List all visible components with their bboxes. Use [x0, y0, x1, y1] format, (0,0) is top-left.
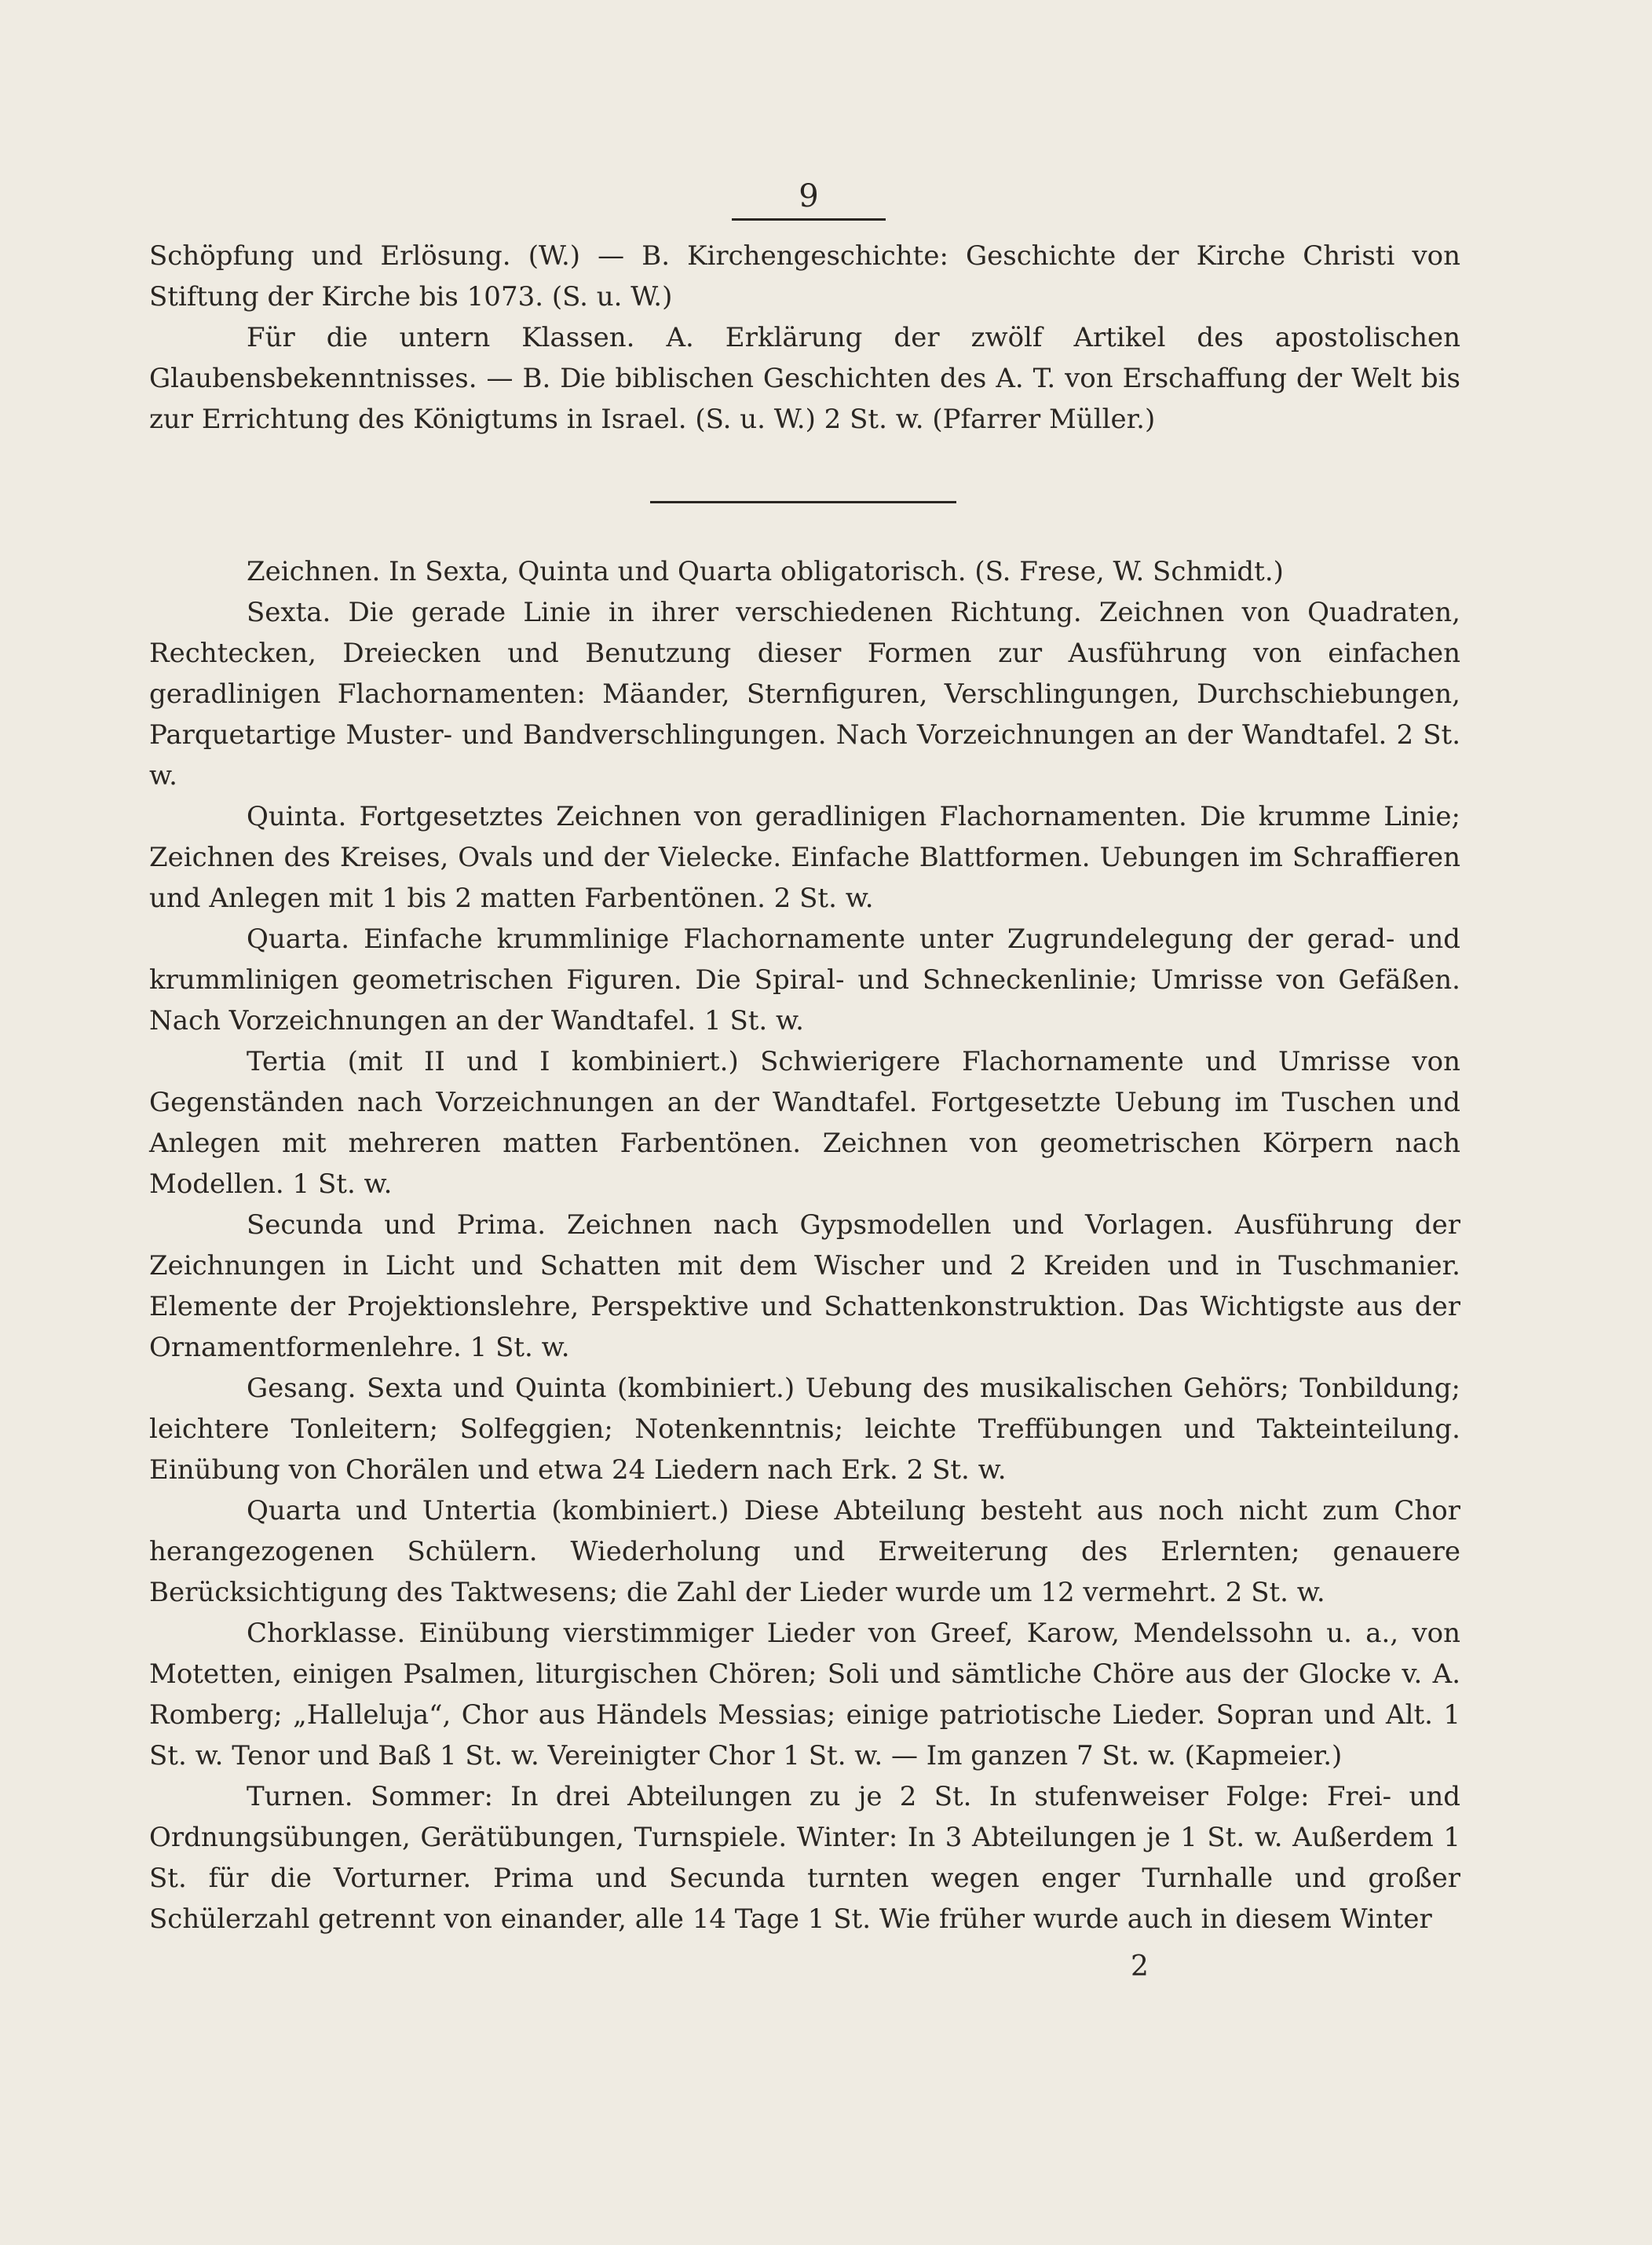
paragraph-religion-lower: Für die untern Klassen. A. Erklärung der zwölf Artikel des apostolischen Glaubensbekenntnisses. — B. Die biblischen Geschichten des A. T. von Erschaffung der Welt bis zur Errichtung des Königtums in Israel. (S. u. W.) 2 St. w. (Pfarrer Müller.): [149, 322, 1460, 435]
paragraph-chorklasse: Chorklasse. Einübung vierstimmiger Lieder von Greef, Karow, Mendelssohn u. a., von Motetten, einigen Psalmen, liturgischen Chören; Soli und sämtliche Chöre aus der Glocke v. A. Romberg; „Halleluja“, Chor aus Händels Messias; einige patriotische Lieder. Sopran und Alt. 1 St. w. Tenor und Baß 1 St. w. Vereinigter Chor 1 St. w. — Im ganzen 7 St. w. (Kapmeier.): [149, 1618, 1460, 1772]
subjects-section: [149, 551, 1460, 1940]
religion-section: [149, 236, 1460, 440]
paragraph-tertia: Tertia (mit II und I kombiniert.) Schwierigere Flachornamente und Umrisse von Gegenständen nach Vorzeichnungen an der Wandtafel. Fortgesetzte Uebung im Tuschen und Anlegen mit mehreren matten Farbentönen. Zeichnen von geometrischen Körpern nach Modellen. 1 St. w.: [149, 1046, 1460, 1200]
footer-signature: 2: [1131, 1951, 1149, 1983]
paragraph-quarta: Quarta. Einfache krummlinige Flachornamente unter Zugrundelegung der gerad- und krummlinigen geometrischen Figuren. Die Spiral- und Schneckenlinie; Umrisse von Gefäßen. Nach Vorzeichnungen an der Wandtafel. 1 St. w.: [149, 923, 1460, 1037]
paragraph-secunda-prima: Secunda und Prima. Zeichnen nach Gypsmodellen und Vorlagen. Ausführung der Zeichnungen in Licht und Schatten mit dem Wischer und 2 Kreiden und in Tuschmanier. Elemente der Projektionslehre, Perspektive und Schattenkonstruktion. Das Wichtigste aus der Ornamentformenlehre. 1 St. w.: [149, 1209, 1460, 1363]
paragraph-gesang: Gesang. Sexta und Quinta (kombiniert.) Uebung des musikalischen Gehörs; Tonbildung; leichtere Tonleitern; Solfeggien; Notenkenntnis; leichte Treffübungen und Takteinteilung. Einübung von Chorälen und etwa 24 Liedern nach Erk. 2 St. w.: [149, 1373, 1460, 1486]
paragraph-quinta: Quinta. Fortgesetztes Zeichnen von geradlinigen Flachornamenten. Die krumme Linie; Zeichnen des Kreises, Ovals und der Vielecke. Einfache Blattformen. Uebungen im Schraffieren und Anlegen mit 1 bis 2 matten Farbentönen. 2 St. w.: [149, 801, 1460, 914]
paragraph-quarta-untertia: Quarta und Untertia (kombiniert.) Diese Abteilung besteht aus noch nicht zum Chor herangezogenen Schülern. Wiederholung und Erweiterung des Erlernten; genauere Berücksichtigung des Taktwesens; die Zahl der Lieder wurde um 12 vermehrt. 2 St. w.: [149, 1495, 1460, 1608]
paragraph-sexta: Sexta. Die gerade Linie in ihrer verschiedenen Richtung. Zeichnen von Quadraten, Rechtecken, Dreiecken und Benutzung dieser Formen zur Ausführung von einfachen geradlinigen Flachornamenten: Mäander, Sternfiguren, Verschlingungen, Durchschiebungen, Parquetartige Muster- und Bandverschlingungen. Nach Vorzeichnungen an der Wandtafel. 2 St. w.: [149, 597, 1460, 792]
page-number-rule: [732, 218, 886, 221]
page-number: 9: [799, 178, 819, 214]
paragraph-religion-upper: Schöpfung und Erlösung. (W.) — B. Kirchengeschichte: Geschichte der Kirche Christi von Stiftung der Kirche bis 1073. (S. u. W.): [149, 240, 1460, 313]
section-divider: [650, 501, 956, 503]
paragraph-zeichnen: Zeichnen. In Sexta, Quinta und Quarta obligatorisch. (S. Frese, W. Schmidt.): [247, 556, 1284, 587]
paragraph-turnen: Turnen. Sommer: In drei Abteilungen zu je 2 St. In stufenweiser Folge: Frei- und Ordnungsübungen, Gerätübungen, Turnspiele. Winter: In 3 Abteilungen je 1 St. w. Außerdem 1 St. für die Vorturner. Prima und Secunda turnten wegen enger Turnhalle und großer Schülerzahl getrennt von einander, alle 14 Tage 1 St. Wie früher wurde auch in diesem Winter: [149, 1781, 1460, 1935]
